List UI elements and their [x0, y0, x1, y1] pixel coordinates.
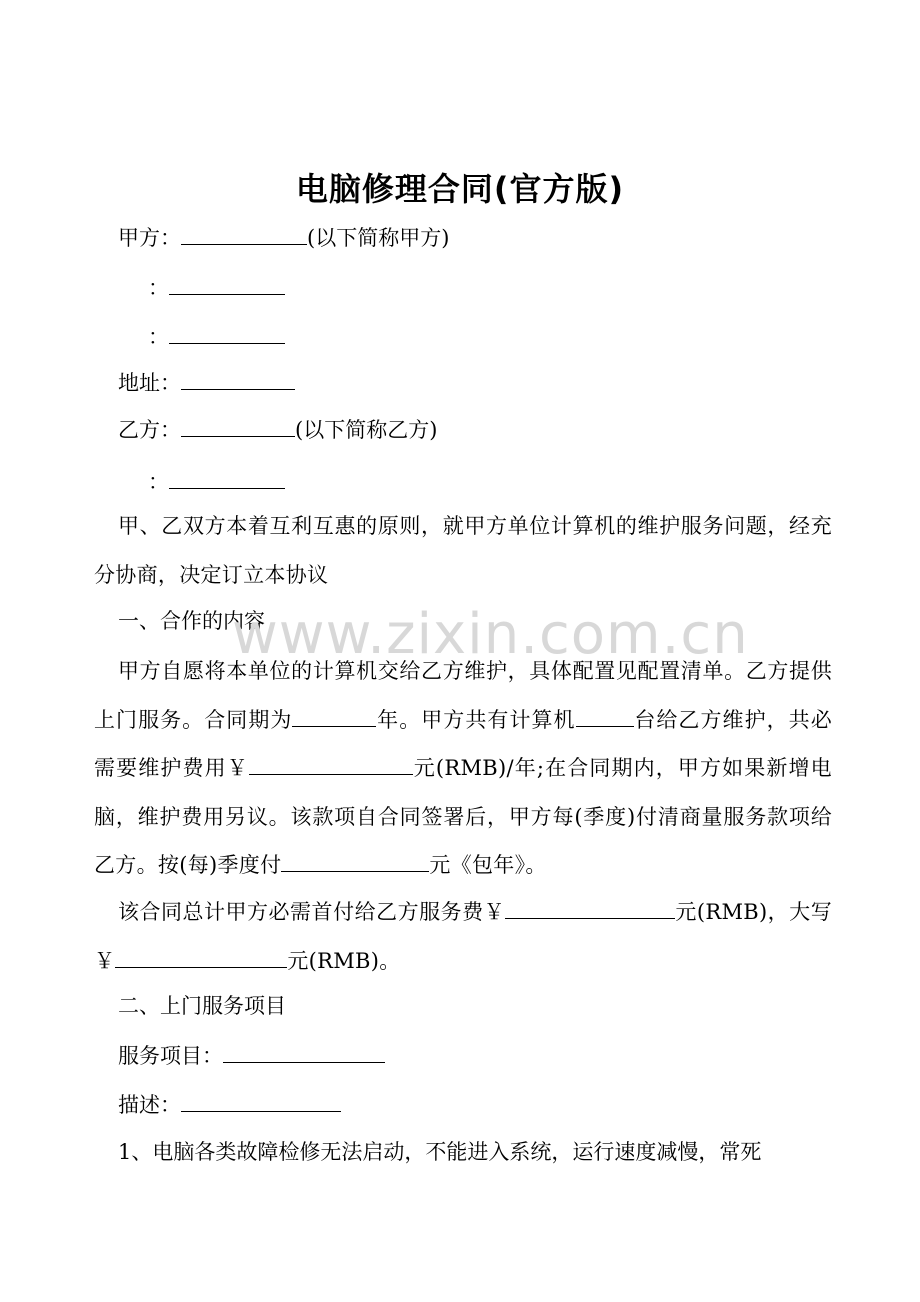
field-colon: ：	[148, 276, 169, 300]
description-blank	[181, 1089, 341, 1112]
section1-text-c: 台给乙方维护，共必需要维护费用￥	[94, 707, 833, 780]
section2-heading: 二、上门服务项目	[118, 994, 286, 1018]
field-colon: ：	[148, 325, 169, 349]
party-a-line	[0, 222, 920, 253]
field-blank	[169, 272, 285, 295]
description-label: 描述：	[118, 1093, 181, 1117]
intro-paragraph: 甲、乙双方本着互利互惠的原则，就甲方单位计算机的维护服务问题，经充分协商，决定订立本协议	[94, 514, 832, 587]
party-b-suffix: (以下简称乙方)	[295, 418, 438, 442]
contract-years-blank	[292, 704, 376, 727]
party-b-line	[0, 414, 920, 445]
computer-count-blank	[576, 704, 634, 727]
total-fee-words-blank	[115, 945, 287, 968]
party-a-label: 甲方：	[118, 226, 181, 250]
field-blank	[169, 466, 285, 489]
service-item-line	[0, 1040, 920, 1071]
field-line-1	[0, 272, 920, 303]
section1-p2-text-b: 元(RMB)，大写￥	[94, 900, 832, 973]
watermark: www.zixin.com.cn	[232, 602, 749, 667]
field-line-3	[0, 466, 920, 497]
section1-text-a: 甲方自愿将本单位的计算机交给乙方维护，具体配置见配置清单。乙方提供上门服务。合同期为	[94, 659, 832, 732]
annual-fee-blank	[249, 752, 413, 775]
section1-text-b: 年。甲方共有计算机	[376, 707, 576, 732]
section1-text-d: 元(RMB)/年;在合同期内，甲方如果新增电脑，维护费用另议。该款项自合同签署后，甲方每(季度)付清商量服务款项给乙方。按(每)季度付	[94, 756, 832, 877]
field-blank	[169, 321, 285, 344]
section1-p2-text-c: 元(RMB)。	[287, 948, 401, 973]
description-line	[0, 1089, 920, 1120]
party-a-suffix: (以下简称甲方)	[307, 226, 450, 250]
section1-text-e: 元《包年》。	[429, 853, 547, 877]
item-1-line: 1、电脑各类故障检修无法启动，不能进入系统，运行速度减慢，常死	[118, 1140, 762, 1164]
address-blank	[181, 367, 295, 390]
section1-heading: 一、合作的内容	[118, 609, 265, 633]
section1-paragraph-2	[94, 888, 832, 985]
field-colon: ：	[148, 470, 169, 494]
section1-p2-text-a: 该合同总计甲方必需首付给乙方服务费￥	[118, 900, 506, 924]
service-item-blank	[223, 1040, 385, 1063]
document-title: 电脑修理合同(官方版)	[295, 170, 625, 208]
party-b-label: 乙方：	[118, 418, 181, 442]
address-line	[0, 367, 920, 398]
address-label: 地址：	[118, 371, 181, 395]
party-a-blank	[181, 222, 307, 245]
party-b-blank	[181, 414, 295, 437]
service-item-label: 服务项目：	[118, 1044, 223, 1068]
quarterly-fee-blank	[281, 849, 429, 872]
field-line-2	[0, 321, 920, 352]
section1-paragraph-1	[94, 647, 832, 890]
total-fee-blank	[505, 896, 675, 919]
